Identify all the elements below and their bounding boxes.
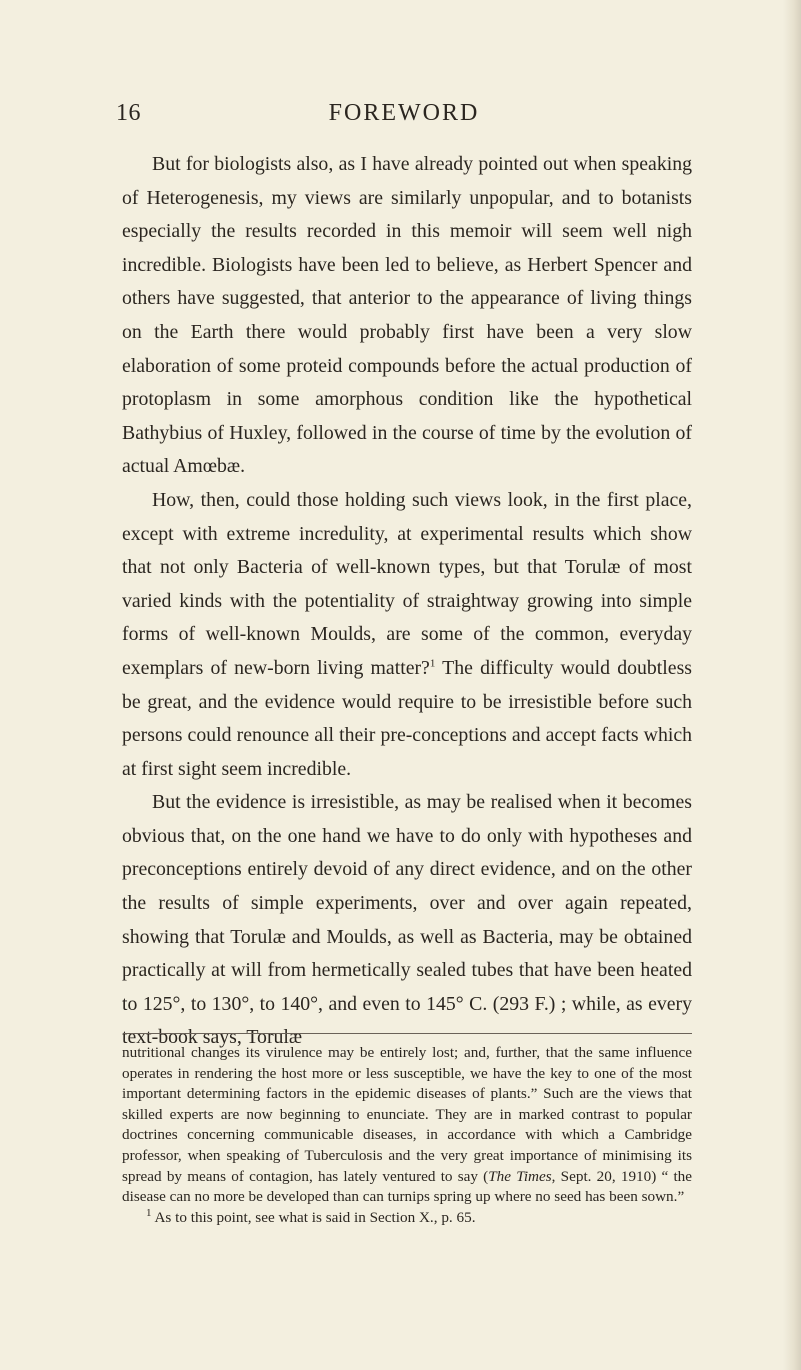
main-text [122,148,692,1055]
footnotes [122,1043,692,1228]
footnote-italic-title: The Times [488,1167,552,1185]
paragraph-2-text-b: The difficulty would doubtless be great, and the evidence would require to be irresistible before such persons could renounce all their pre-conceptions and accept facts which at first sight seem incredible. [122,656,692,780]
footnote-1-text: As to this point, see what is said in Section X., p. 65. [151,1208,476,1226]
footnote-reference-1: 1 [429,657,436,670]
footnote-1-marker: 1 [146,1206,152,1219]
footnote-rule [124,1033,692,1034]
footnote-1 [122,1208,692,1229]
page-edge-shadow [783,0,801,1370]
paragraph-1: But for biologists also, as I have already pointed out when speaking of Heterogenesis, my views are similarly unpopular, and to botanists especially the results recorded in this memoir will seem well nigh incredible. Biologists have been led to believe, as Herbert Spencer and others have suggested, that anterior to the appearance of living things on the Earth there would probably first have been a very slow elaboration of some proteid compounds before the actual production of protoplasm in some amorphous condition like the hypothetical Bathybius of Huxley, followed in the course of time by the evolution of actual Amœbæ. [122,153,692,478]
page-number: 16 [116,100,141,126]
paragraph-3: But the evidence is irresistible, as may be realised when it becomes obvious that, on the one hand we have to do only with hypotheses and preconceptions entirely devoid of any direct evidence, and on the other the results of simple experiments, over and over again repeated, showing that Torulæ and Moulds, as well as Bacteria, may be obtained practically at will from hermetically sealed tubes that have been heated to 125°, to 130°, to 140°, and even to 145° C. (293 F.) ; while, as every text-book says, Torulæ [122,791,692,1049]
paragraph-2 [122,484,692,786]
footnote-continued-text-a: nutritional changes its virulence may be entirely lost; and, further, that the same influence operates in rendering the host more or less susceptible, we have the key to one of the most important determining factors in the epidemic diseases of plants.” Such are the views that skilled experts are now beginning to enunciate. They are in marked contrast to popular doctrines concerning communicable diseases, in accordance with which a Cambridge professor, when speaking of Tuberculosis and the very great importance of minimising its spread by means of contagion, has lately ventured to say ( [122,1044,692,1185]
footnote-continued-text-b: , Sept. 20, 1910) “ the disease can no more be developed than can turnips spring up where no seed has been sown.” [122,1167,692,1206]
page-header [116,100,692,140]
paragraph-2-text-a: How, then, could those holding such views look, in the first place, except with extreme incredulity, at experimental results which show that not only Bacteria of well-known types, but that Torulæ of most varied kinds with the potentiality of straightway growing into simple forms of well-known Moulds, are some of the common, everyday exemplars of new-born living matter? [122,488,692,679]
running-head: FOREWORD [328,100,480,126]
footnote-continued [122,1043,692,1208]
